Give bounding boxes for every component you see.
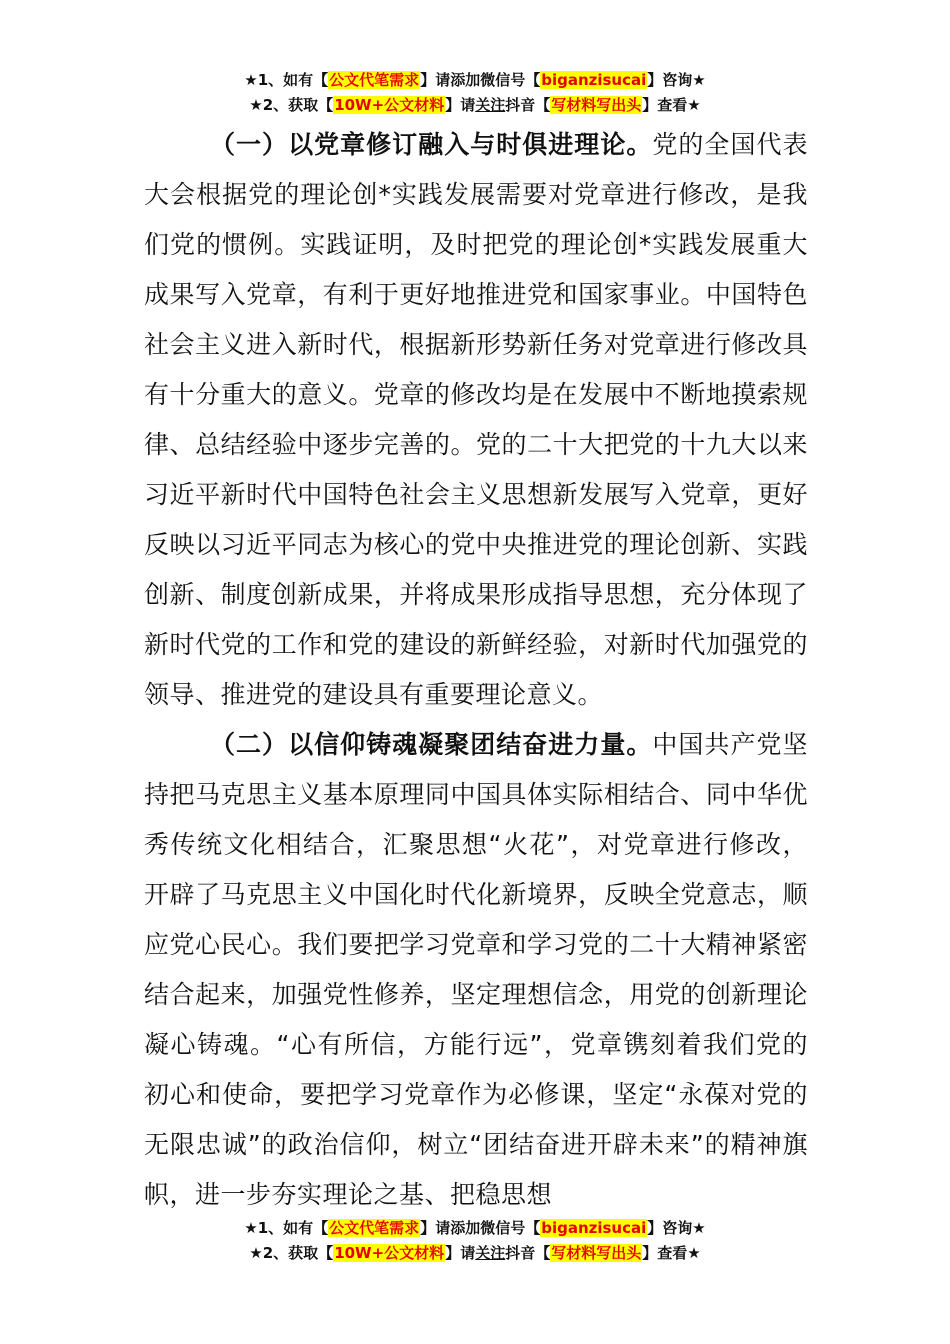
highlight-douyin: 写材料写出头 [551, 96, 642, 114]
banner-text: 抖音【 [505, 1244, 551, 1262]
top-banner [0, 68, 950, 118]
paragraph-heading: （一）以党章修订融入与时俱进理论。 [210, 130, 653, 159]
banner-line-1 [0, 68, 950, 93]
banner-text: ★2、获取【 [249, 96, 334, 114]
banner-text: ★1、如有【 [244, 1219, 329, 1237]
highlight-service: 公文代笔需求 [329, 71, 420, 89]
paragraph-heading: （二）以信仰铸魂凝聚团结奋进力量。 [210, 730, 653, 759]
highlight-materials: 10W+公文材料 [334, 1244, 445, 1262]
paragraph-text: 中国共产党坚持把马克思主义基本原理同中国具体实际相结合、同中华优秀传统文化相结合，汇聚思想“火花”，对党章进行修改，开辟了马克思主义中国化时代化新境界，反映全党意志，顺应党心民心。我们要把学习党章和学习党的二十大精神紧密结合起来，加强党性修养，坚定理想信念，用党的创新理论凝心铸魂。“心有所信，方能行远”，党章镌刻着我们党的初心和使命，要把学习党章作为必修课，坚定“永葆对党的无限忠诚”的政治信仰，树立“团结奋进开辟未来”的精神旗帜，进一步夯实理论之基、把稳思想 [144, 730, 808, 1209]
highlight-service: 公文代笔需求 [329, 1219, 420, 1237]
banner-text: ★2、获取【 [249, 1244, 334, 1262]
banner-line-1 [0, 1216, 950, 1241]
banner-text: 】请添加微信号【 [420, 1219, 541, 1237]
highlight-douyin: 写材料写出头 [551, 1244, 642, 1262]
paragraph-1 [144, 120, 808, 720]
highlight-wechat-id: biganzisucai [541, 1219, 647, 1237]
banner-text: 】请添加微信号【 [420, 71, 541, 89]
banner-line-2 [0, 93, 950, 118]
underlined-follow: 关注 [475, 96, 506, 114]
banner-text: 】咨询★ [647, 1219, 706, 1237]
banner-text: 】咨询★ [647, 71, 706, 89]
banner-text: 】请 [445, 1244, 476, 1262]
paragraph-text: 党的全国代表大会根据党的理论创*实践发展需要对党章进行修改，是我们党的惯例。实践证明，及时把党的理论创*实践发展重大成果写入党章，有利于更好地推进党和国家事业。中国特色社会主义进入新时代，根据新形势新任务对党章进行修改具有十分重大的意义。党章的修改均是在发展中不断地摸索规律、总结经验中逐步完善的。党的二十大把党的十九大以来习近平新时代中国特色社会主义思想新发展写入党章，更好反映以习近平同志为核心的党中央推进党的理论创新、实践创新、制度创新成果，并将成果形成指导思想，充分体现了新时代党的工作和党的建设的新鲜经验，对新时代加强党的领导、推进党的建设具有重要理论意义。 [144, 130, 808, 709]
underlined-follow: 关注 [475, 1244, 506, 1262]
banner-text: 】查看★ [642, 96, 701, 114]
highlight-materials: 10W+公文材料 [334, 96, 445, 114]
highlight-wechat-id: biganzisucai [541, 71, 647, 89]
banner-text: 抖音【 [505, 96, 551, 114]
document-body [144, 120, 808, 1220]
banner-text: 】请 [445, 96, 476, 114]
banner-text: 】查看★ [642, 1244, 701, 1262]
bottom-banner [0, 1216, 950, 1266]
banner-line-2 [0, 1241, 950, 1266]
paragraph-2 [144, 720, 808, 1220]
banner-text: ★1、如有【 [244, 71, 329, 89]
